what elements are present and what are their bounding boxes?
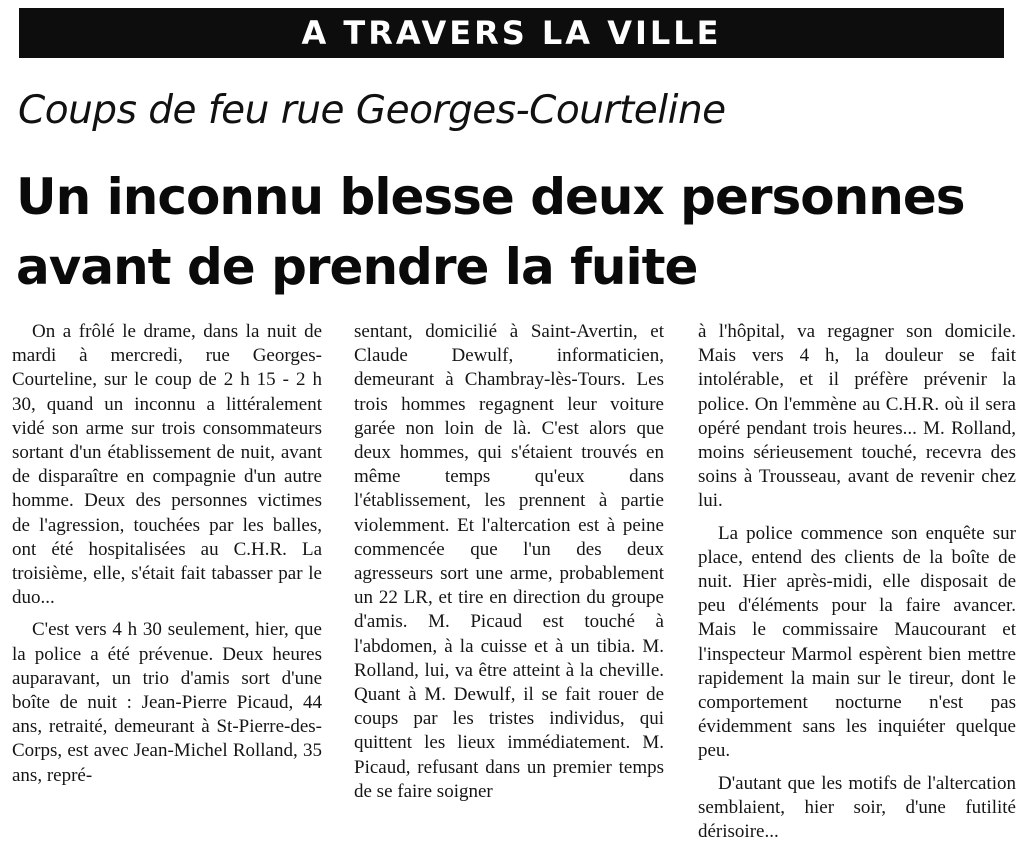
article-column-3: [698, 320, 1016, 852]
body-paragraph: D'autant que les motifs de l'altercation semblaient, hier soir, d'une futilité dérisoire...: [698, 772, 1016, 843]
article-column-1: [12, 320, 322, 796]
article-headline: [16, 162, 965, 302]
article-column-2: [354, 320, 664, 812]
body-paragraph: C'est vers 4 h 30 seulement, hier, que la police a été prévenue. Deux heures auparavant, un trio d'amis sort d'une boîte de nuit : Jean-Pierre Picaud, 44 ans, retraité, demeurant à St-Pierre-des-Corps, est avec Jean-Michel Rolland, 35 ans, repré-: [12, 619, 322, 786]
article-kicker: Coups de feu rue Georges-Courteline: [18, 88, 726, 133]
body-paragraph: sentant, domicilié à Saint-Avertin, et Claude Dewulf, informaticien, demeurant à Chambray-lès-Tours. Les trois hommes regagnent leur voiture garée non loin de là. C'est alors que deux hommes, qui s'étaient trouvés en même temps qu'eux dans l'établissement, les prennent à partie violemment. Et l'altercation est à peine commencée que l'un des deux agresseurs sort une arme, probablement un 22 LR, et tire en direction du groupe d'amis. M. Picaud est touché à l'abdomen, à la cuisse et à un tibia. M. Rolland, lui, va être atteint à la cheville. Quant à M. Dewulf, il se fait rouer de coups par les tristes individus, qui quittent les lieux immédiatement. M. Picaud, refusant dans un premier temps de se faire soigner: [354, 321, 664, 802]
body-paragraph: On a frôlé le drame, dans la nuit de mardi à mercredi, rue Georges-Courteline, sur le coup de 2 h 15 - 2 h 30, quand un inconnu a littéralement vidé son arme sur trois consommateurs sortant d'un établissement de nuit, avant de disparaître en compagnie d'un autre homme. Deux des personnes victimes de l'agression, touchées par les balles, ont été hospitalisées au C.H.R. La troisième, elle, s'était fait tabasser par le duo...: [12, 321, 322, 609]
article-body: [12, 320, 1016, 843]
body-paragraph: La police commence son enquête sur place, entend des clients de la boîte de nuit. Hier après-midi, elle disposait de peu d'éléments pour la faire avancer. Mais le commissaire Maucourant et l'inspecteur Marmol espèrent bien mettre rapidement la main sur le tireur, dont le comportement nocturne n'est pas évidemment sans les inquiéter quelque peu.: [698, 522, 1016, 762]
body-paragraph: à l'hôpital, va regagner son domicile. Mais vers 4 h, la douleur se fait intolérable, et il préfère prévenir la police. On l'emmène au C.H.R. où il sera opéré pendant trois heures... M. Rolland, moins sérieusement touché, recevra des soins à Trousseau, avant de revenir chez lui.: [698, 321, 1016, 512]
section-banner: A TRAVERS LA VILLE: [19, 8, 1004, 58]
headline-line-1: Un inconnu blesse deux personnes: [16, 168, 965, 226]
headline-line-2: avant de prendre la fuite: [16, 238, 698, 296]
